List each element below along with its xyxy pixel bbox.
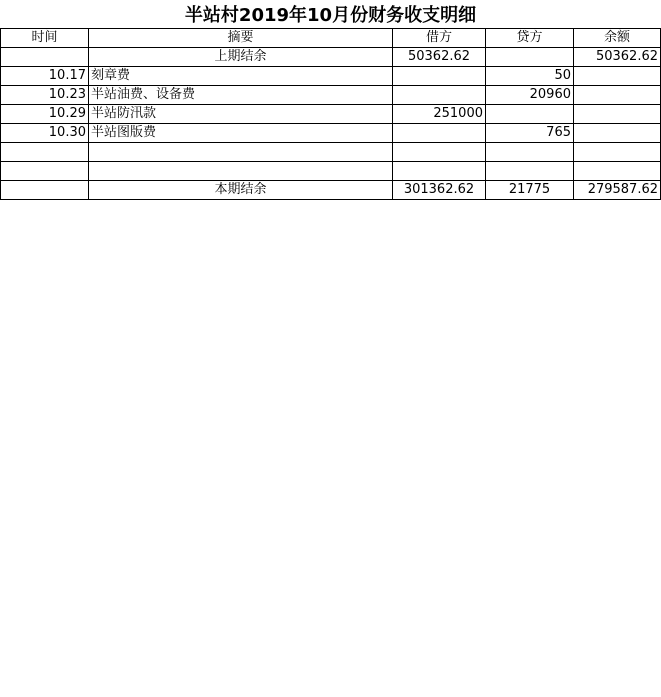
row-credit <box>486 105 574 124</box>
row-balance <box>574 86 661 105</box>
ledger-table <box>0 28 661 200</box>
row-debit <box>393 67 486 86</box>
row-debit <box>393 162 486 181</box>
opening-balance: 50362.62 <box>574 48 661 67</box>
row-debit <box>393 143 486 162</box>
closing-debit: 301362.62 <box>393 181 486 200</box>
opening-balance-row <box>1 48 661 67</box>
opening-debit: 50362.62 <box>393 48 486 67</box>
row-time <box>1 143 89 162</box>
row-credit <box>486 143 574 162</box>
row-summary: 半站图版费 <box>89 124 393 143</box>
row-balance <box>574 143 661 162</box>
table-row <box>1 143 661 162</box>
row-summary: 半站油费、设备费 <box>89 86 393 105</box>
table-row <box>1 105 661 124</box>
closing-balance: 279587.62 <box>574 181 661 200</box>
header-credit: 贷方 <box>486 29 574 48</box>
row-time: 10.30 <box>1 124 89 143</box>
header-debit: 借方 <box>393 29 486 48</box>
header-time: 时间 <box>1 29 89 48</box>
row-balance <box>574 124 661 143</box>
row-debit <box>393 124 486 143</box>
page-title: 半站村2019年10月份财务收支明细 <box>184 5 477 26</box>
table-row <box>1 86 661 105</box>
header-balance: 余额 <box>574 29 661 48</box>
closing-credit: 21775 <box>486 181 574 200</box>
closing-balance-row <box>1 181 661 200</box>
table-row <box>1 162 661 181</box>
row-summary <box>89 143 393 162</box>
table-header-row <box>1 29 661 48</box>
row-debit: 251000 <box>393 105 486 124</box>
row-credit <box>486 162 574 181</box>
row-credit: 765 <box>486 124 574 143</box>
row-summary: 刻章费 <box>89 67 393 86</box>
row-balance <box>574 67 661 86</box>
row-balance <box>574 105 661 124</box>
row-time: 10.23 <box>1 86 89 105</box>
row-time: 10.29 <box>1 105 89 124</box>
table-row <box>1 124 661 143</box>
row-summary <box>89 162 393 181</box>
row-balance <box>574 162 661 181</box>
row-summary: 半站防汛款 <box>89 105 393 124</box>
opening-summary: 上期结余 <box>89 48 393 67</box>
table-row <box>1 67 661 86</box>
opening-time <box>1 48 89 67</box>
row-time <box>1 162 89 181</box>
row-credit: 50 <box>486 67 574 86</box>
closing-time <box>1 181 89 200</box>
opening-credit <box>486 48 574 67</box>
header-summary: 摘要 <box>89 29 393 48</box>
row-credit: 20960 <box>486 86 574 105</box>
row-debit <box>393 86 486 105</box>
row-time: 10.17 <box>1 67 89 86</box>
closing-summary: 本期结余 <box>89 181 393 200</box>
